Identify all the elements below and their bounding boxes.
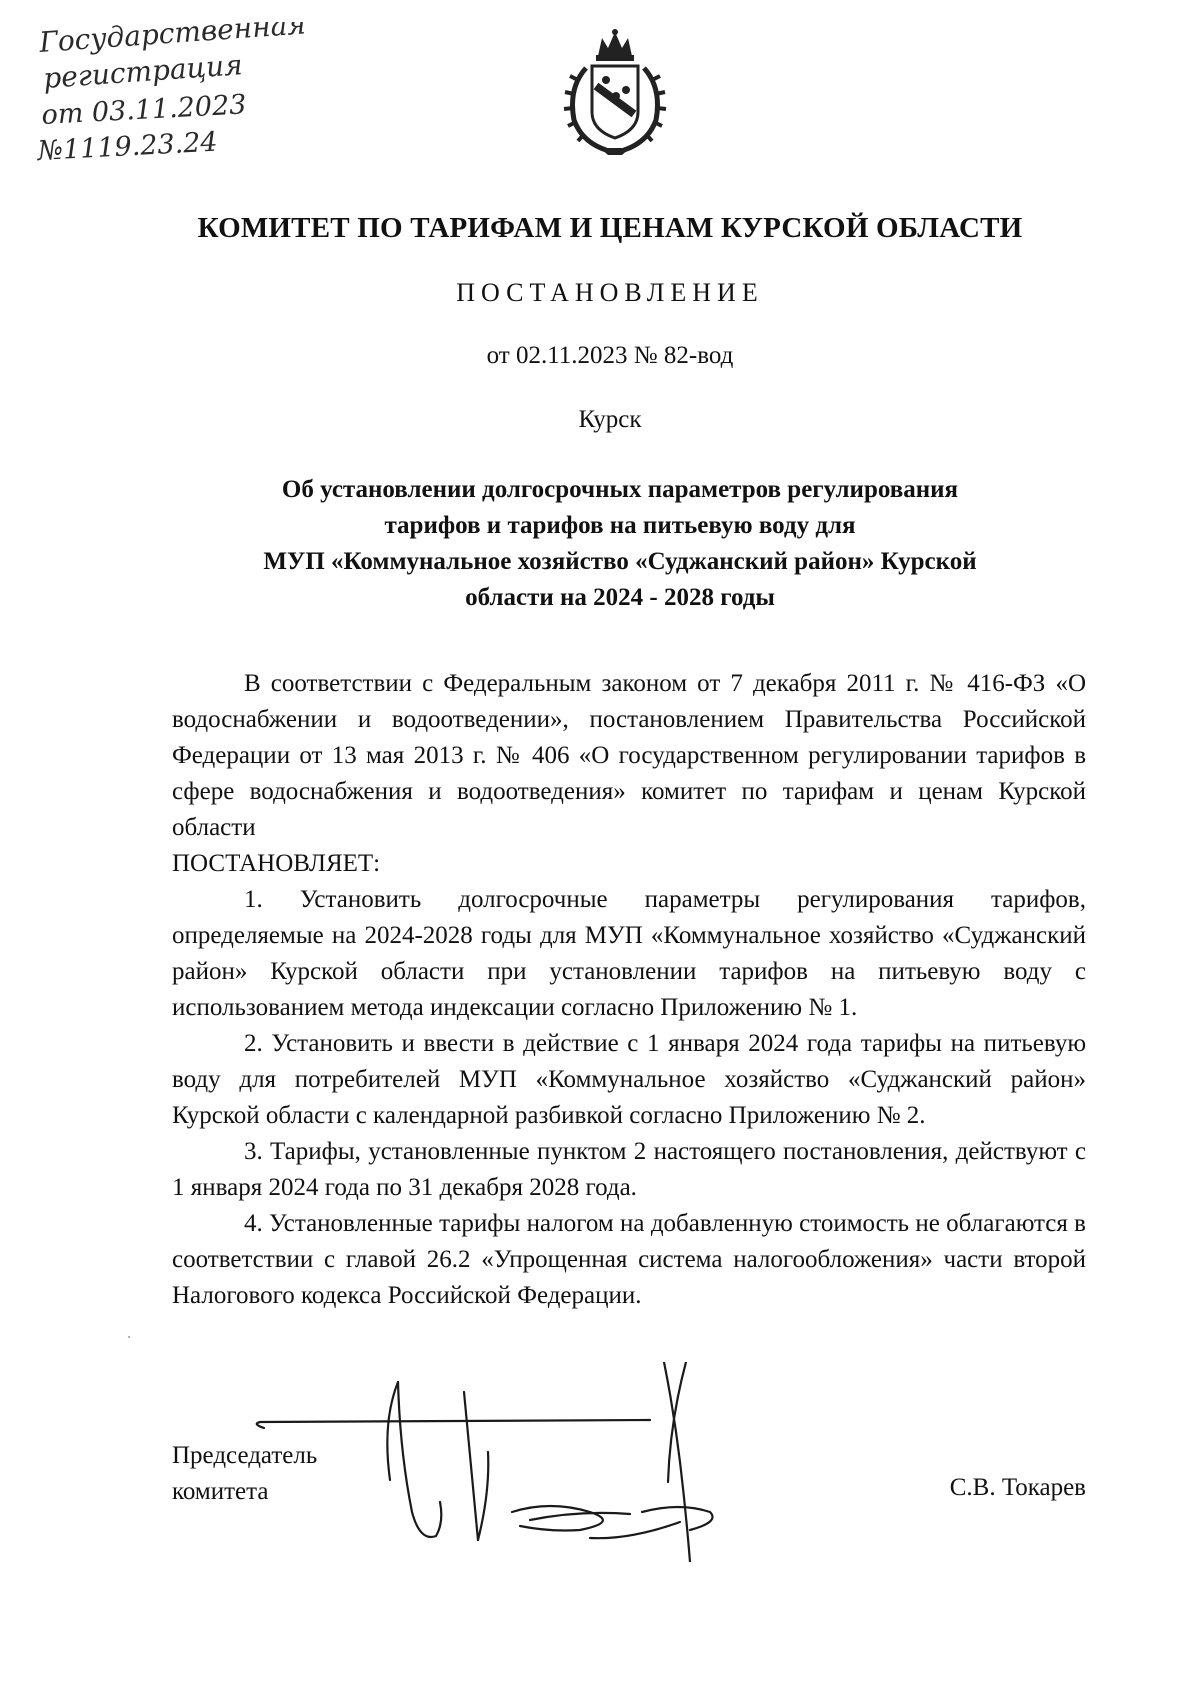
resolution-item-3: 3. Тарифы, установленные пунктом 2 настоящего постановления, действуют с 1 января 2024 года по 31 декабря 2028 года. (172, 1138, 1086, 1201)
document-type: ПОСТАНОВЛЕНИЕ (456, 278, 764, 307)
resolution-item-4: 4. Установленные тарифы налогом на добавленную стоимость не облагаются в соответствии с главой 26.2 «Упрощенная система налогообложения» части второй Налогового кодекса Российской Федерации. (172, 1210, 1086, 1309)
registration-note-line4: №1119.23.24 (36, 126, 219, 167)
scan-speck (128, 1336, 130, 1338)
document-body (172, 666, 1086, 1314)
signer-position (172, 1438, 317, 1510)
registration-note-line2: регистрация (42, 48, 244, 95)
signer-name: С.В. Токарев (949, 1474, 1086, 1501)
handwritten-signature (250, 1362, 790, 1562)
kursk-coat-of-arms-emblem (556, 28, 674, 156)
signer-position-line: комитета (172, 1478, 269, 1505)
preamble-paragraph: В соответствии с Федеральным законом от 7 декабря 2011 г. № 416-ФЗ «О водоснабжении и водоотведении», постановлением Правительства Российской Федерации от 13 мая 2013 г. № 406 «О государственном регулировании тарифов в сфере водоснабжения и водоотведения» комитет по тарифам и ценам Курской области (172, 670, 1086, 841)
resolution-item-1: 1. Установить долгосрочные параметры регулирования тарифов, определяемые на 2024-2028 годы для МУП «Коммунальное хозяйство «Суджанский район» Курской области при установлении тарифов на питьевую воду с использованием метода индексации согласно Приложению № 1. (172, 886, 1086, 1021)
document-city: Курск (578, 406, 642, 433)
registration-note-line3: от 03.11.2023 (40, 89, 248, 131)
handwritten-registration-note (36, 22, 336, 172)
title-line: области на 2024 - 2028 годы (465, 584, 775, 611)
title-line: МУП «Коммунальное хозяйство «Суджанский район» Курской (263, 548, 977, 575)
resolution-item-2: 2. Установить и ввести в действие с 1 января 2024 года тарифы на питьевую воду для потребителей МУП «Коммунальное хозяйство «Суджанский район» Курской области с календарной разбивкой согласно Приложению № 2. (172, 1030, 1086, 1129)
title-line: тарифов и тарифов на питьевую воду для (384, 512, 856, 539)
registration-note-line1: Государственная (38, 22, 307, 59)
document-title (200, 472, 1040, 616)
committee-name: КОМИТЕТ ПО ТАРИФАМ И ЦЕНАМ КУРСКОЙ ОБЛАСТИ (197, 212, 1023, 244)
title-line: Об установлении долгосрочных параметров регулирования (281, 476, 959, 503)
signer-position-line: Председатель (172, 1442, 318, 1469)
resolves-heading: ПОСТАНОВЛЯЕТ: (172, 850, 381, 877)
document-number-date: от 02.11.2023 № 82-вод (486, 342, 734, 369)
